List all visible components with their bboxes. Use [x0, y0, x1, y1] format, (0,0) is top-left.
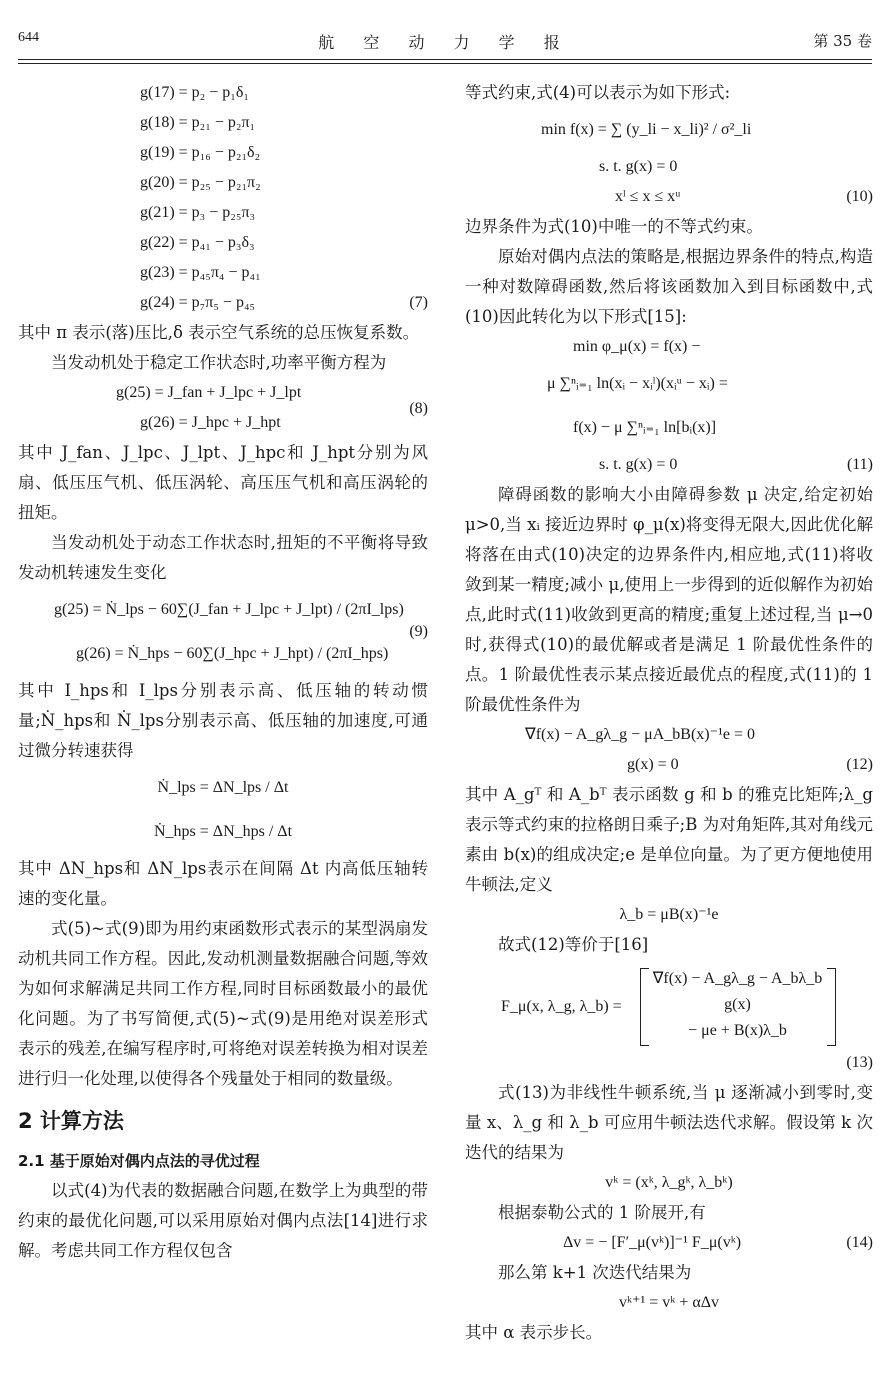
paragraph: 其中 ΔN_hps和 ΔN_lps表示在间隔 Δt 内高低压轴转速的变化量。: [18, 859, 428, 908]
page-header: [18, 22, 872, 52]
paragraph: 当发动机处于动态工作状态时,扭矩的不平衡将导致发动机转速发生变化: [18, 533, 428, 582]
paragraph: 其中 I_hps和 I_lps分别表示高、低压轴的转动惯量;Ṅ_hps和 Ṅ_lps分别表示高、低压轴的加速度,可通过微分转速获得: [18, 681, 428, 760]
equation-7-line: g(22) = p₄₁ − p₃δ₃: [140, 234, 255, 251]
left-column: [18, 78, 428, 1266]
equation-12-line: g(x) = 0 (12): [465, 750, 873, 780]
iteration-update: vᵏ⁺¹ = vᵏ + αΔv: [618, 1294, 720, 1311]
right-column: [465, 78, 873, 1348]
lambda-b-definition: λ_b = μB(x)⁻¹e: [619, 906, 719, 923]
paragraph: 原始对偶内点法的策略是,根据边界条件的特点,构造一种对数障碍函数,然后将该函数加入到目标函数中,式(10)因此转化为以下形式[15]:: [465, 247, 873, 326]
equation-7-line: g(19) = p₁₆ − p₂₁δ₂: [140, 144, 261, 161]
equation-11-line: min φ_μ(x) = f(x) −: [573, 338, 701, 355]
equation-8-line: g(26) = J_hpc + J_hpt (8): [18, 408, 428, 438]
journal-title: 航 空 动 力 学 报: [318, 33, 572, 52]
differential-equation: Ṅ_lps = ΔN_lps / Δt: [157, 779, 289, 796]
equation-number: (12): [846, 756, 873, 773]
equation-10-line: xˡ ≤ x ≤ xᵘ (10): [465, 182, 873, 212]
equation-number: (8): [409, 400, 428, 417]
paragraph: 其中 π 表示(落)压比,δ 表示空气系统的总压恢复系数。: [18, 323, 420, 342]
matrix-row: g(x): [724, 996, 751, 1013]
equation-9-line: g(25) = Ṅ_lps − 60∑(J_fan + J_lpc + J_lpt) / (2πI_lps): [54, 601, 404, 618]
equation-11-line: μ ∑ⁿᵢ₌₁ ln(xᵢ − xᵢˡ)(xᵢᵘ − xᵢ) =: [547, 375, 728, 392]
matrix-row: − μe + B(x)λ_b: [688, 1022, 787, 1039]
equation-8-line: g(25) = J_fan + J_lpc + J_lpt: [116, 384, 302, 401]
section-heading: 2 计算方法: [18, 1109, 124, 1133]
equation-13-matrix: [465, 966, 873, 1048]
paragraph: 障碍函数的影响大小由障碍参数 μ 决定,给定初始 μ>0,当 xᵢ 接近边界时 φ_μ(x)将变得无限大,因此优化解将落在由式(10)决定的边界条件内,相应地,式(11)将收敛到某一精度;减小 μ,使用上一步得到的近似解作为初始点,此时式(11)收敛到更高的精度;重复上述过程,当 μ→0 时,获得式(10)的最优解或者是满足 1 阶最优性条件的点。1 阶最优性表示某点接近最优点的程度,式(11)的 1 阶最优性条件为: [465, 485, 873, 714]
equation-number: (14): [846, 1234, 873, 1251]
equation-number: (13): [846, 1054, 873, 1071]
equation-number: (9): [409, 623, 428, 640]
paragraph: 其中 A_gᵀ 和 A_bᵀ 表示函数 g 和 b 的雅克比矩阵;λ_g 表示等式约束的拉格朗日乘子;B 为对角矩阵,其对角线元素由 b(x)的组成决定;e 是单位向量。为了更方便地使用牛顿法,定义: [465, 785, 873, 894]
paragraph: 以式(4)为代表的数据融合问题,在数学上为典型的带约束的最优化问题,可以采用原始对偶内点法[14]进行求解。考虑共同工作方程仅包含: [18, 1181, 428, 1260]
matrix-right-bracket: [827, 968, 836, 1046]
equation-11-line: f(x) − μ ∑ⁿᵢ₌₁ ln[bᵢ(x)]: [573, 419, 717, 436]
equation-11-line: s. t. g(x) = 0 (11): [465, 450, 873, 480]
paragraph: 式(13)为非线性牛顿系统,当 μ 逐渐减小到零时,变量 x、λ_g 和 λ_b 可应用牛顿法迭代求解。假设第 k 次迭代的结果为: [465, 1083, 873, 1162]
equation-number: (11): [846, 456, 873, 473]
equation-10-line: s. t. g(x) = 0: [599, 158, 678, 175]
volume-label: 第 35 卷: [813, 32, 872, 50]
equation-number: (7): [409, 294, 428, 311]
matrix-row: ∇f(x) − A_gλ_g − A_bλ_b: [652, 970, 823, 987]
equation-10-line: min f(x) = ∑ (y_li − x_li)² / σ²_li: [541, 121, 752, 138]
equation-13-lhs: F_μ(x, λ_g, λ_b) =: [501, 998, 622, 1015]
iteration-result: vᵏ = (xᵏ, λ_gᵏ, λ_bᵏ): [605, 1174, 733, 1191]
paragraph: 式(5)~式(9)即为用约束函数形式表示的某型涡扇发动机共同工作方程。因此,发动机测量数据融合问题,等效为如何求解满足共同工作方程,同时目标函数最小的最优化问题。为了书写简便,式(5)~式(9)是用绝对误差形式表示的残差,在编写程序时,可将绝对误差转换为相对误差进行归一化处理,以使得各个残量处于相同的数量级。: [18, 919, 428, 1088]
equation-9-line: g(26) = Ṅ_hps − 60∑(J_hpc + J_hpt) / (2πI_hps) (9): [18, 632, 428, 676]
equation-7-line: g(17) = p₂ − p₁δ₁: [140, 84, 249, 101]
equation-7-line: g(21) = p₃ − p₂₅π₃: [140, 204, 256, 221]
equation-7-line: g(20) = p₂₅ − p₂₁π₂: [140, 174, 261, 191]
page-number: 644: [18, 30, 39, 45]
paragraph: 边界条件为式(10)中唯一的不等式约束。: [465, 217, 763, 236]
equation-7-line: g(24) = p₇π₅ − p₄₅ (7): [18, 288, 428, 318]
header-rule-thick: [18, 59, 872, 60]
equation-7-line: g(23) = p₄₅π₄ − p₄₁: [140, 264, 261, 281]
paragraph: 故式(12)等价于[16]: [498, 935, 649, 954]
paragraph: 其中 J_fan、J_lpc、J_lpt、J_hpc和 J_hpt分别为风扇、低压压气机、低压涡轮、高压压气机和高压涡轮的扭矩。: [18, 443, 428, 522]
equation-13-number-line: [465, 1048, 873, 1078]
equation-14-line: Δv = − [F′_μ(vᵏ)]⁻¹ F_μ(vᵏ) (14): [465, 1228, 873, 1258]
equation-number: (10): [846, 188, 873, 205]
paragraph: 那么第 k+1 次迭代结果为: [498, 1263, 692, 1282]
subsection-heading: 2.1 基于原始对偶内点法的寻优过程: [18, 1152, 260, 1170]
equation-7-line: g(18) = p₂₁ − p₂π₁: [140, 114, 256, 131]
paragraph: 等式约束,式(4)可以表示为如下形式:: [465, 83, 731, 102]
paragraph: 当发动机处于稳定工作状态时,功率平衡方程为: [51, 353, 387, 372]
paragraph: 根据泰勒公式的 1 阶展开,有: [498, 1203, 706, 1222]
equation-12-line: ∇f(x) − A_gλ_g − μA_bB(x)⁻¹e = 0: [525, 726, 755, 743]
header-rule-thin: [18, 63, 872, 64]
paragraph: 其中 α 表示步长。: [465, 1323, 603, 1342]
differential-equation: Ṅ_hps = ΔN_hps / Δt: [153, 823, 293, 840]
